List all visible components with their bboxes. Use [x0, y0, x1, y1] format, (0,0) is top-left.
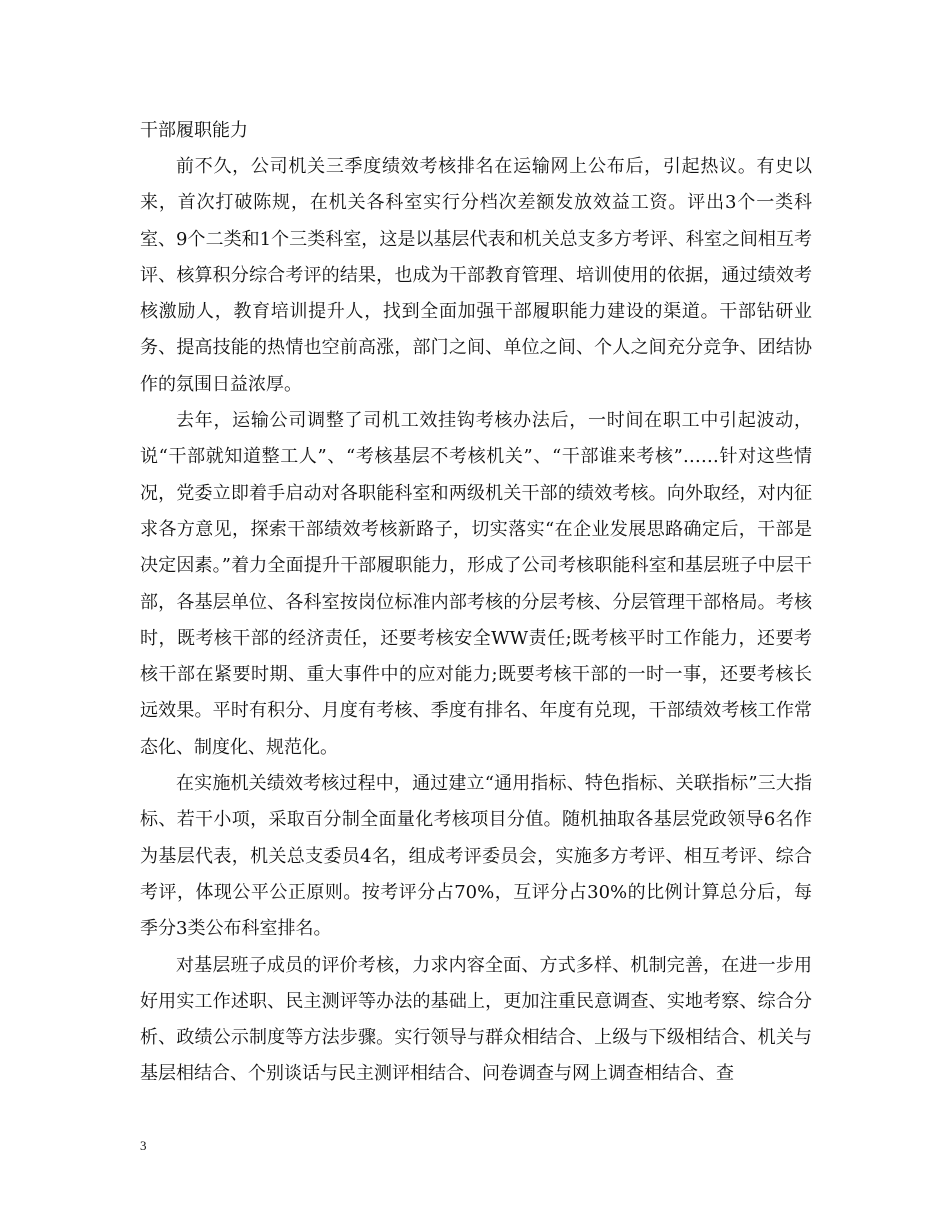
paragraph: 前不久，公司机关三季度绩效考核排名在运输网上公布后，引起热议。有史以来，首次打破陈规，在机关各科室实行分档次差额发放效益工资。评出3个一类科室、9个二类和1个三类科室，这是以基层代表和机关总支多方考评、科室之间相互考评、核算积分综合考评的结果，也成为干部教育管理、培训使用的依据，通过绩效考核激励人，教育培训提升人，找到全面加强干部履职能力建设的渠道。干部钻研业务、提高技能的热情也空前高涨，部门之间、单位之间、个人之间充分竞争、团结协作的氛围日益浓厚。: [140, 156, 812, 395]
page-number: 3: [140, 1138, 147, 1153]
document-body: [140, 113, 812, 1093]
section-heading: 干部履职能力: [140, 120, 248, 141]
paragraph: 在实施机关绩效考核过程中，通过建立“通用指标、特色指标、关联指标”三大指标、若干小项，采取百分制全面量化考核项目分值。随机抽取各基层党政领导6名作为基层代表，机关总支委员4名，组成考评委员会，实施多方考评、相互考评、综合考评，体现公平公正原则。按考评分占70%，互评分占30%的比例计算总分后，每季分3类公布科室排名。: [140, 773, 812, 940]
paragraph: 对基层班子成员的评价考核，力求内容全面、方式多样、机制完善，在进一步用好用实工作述职、民主测评等办法的基础上，更加注重民意调查、实地考察、综合分析、政绩公示制度等方法步骤。实行领导与群众相结合、上级与下级相结合、机关与基层相结合、个别谈话与民主测评相结合、问卷调查与网上调查相结合、查: [140, 954, 812, 1085]
paragraph: 去年，运输公司调整了司机工效挂钩考核办法后，一时间在职工中引起波动，说“干部就知道整工人”、“考核基层不考核机关”、“干部谁来考核”……针对这些情况，党委立即着手启动对各职能科室和两级机关干部的绩效考核。向外取经，对内征求各方意见，探索干部绩效考核新路子，切实落实“在企业发展思路确定后，干部是决定因素。”着力全面提升干部履职能力，形成了公司考核职能科室和基层班子中层干部，各基层单位、各科室按岗位标准内部考核的分层考核、分层管理干部格局。考核时，既考核干部的经济责任，还要考核安全WW责任;既考核平时工作能力，还要考核干部在紧要时期、重大事件中的应对能力;既要考核干部的一时一事，还要考核长远效果。平时有积分、月度有考核、季度有排名、年度有兑现，干部绩效考核工作常态化、制度化、规范化。: [140, 410, 812, 758]
